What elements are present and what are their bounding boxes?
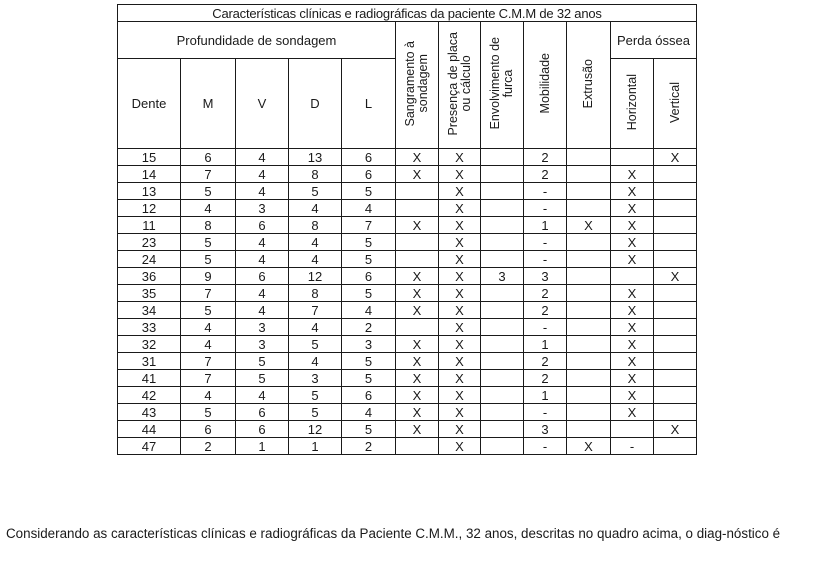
table-cell bbox=[611, 149, 654, 166]
table-cell: X bbox=[439, 370, 481, 387]
table-cell: 2 bbox=[342, 319, 396, 336]
table-cell: 3 bbox=[289, 370, 342, 387]
table-cell bbox=[481, 370, 524, 387]
table-cell: X bbox=[611, 319, 654, 336]
table-cell bbox=[481, 149, 524, 166]
table-cell: 2 bbox=[524, 370, 567, 387]
table-cell bbox=[567, 166, 611, 183]
header-sangramento-line1: Sangramento à bbox=[403, 40, 417, 127]
table-cell: X bbox=[439, 302, 481, 319]
header-l: L bbox=[342, 59, 396, 149]
table-cell: 2 bbox=[524, 285, 567, 302]
table-cell: X bbox=[439, 353, 481, 370]
table-cell: 6 bbox=[181, 421, 236, 438]
table-cell: X bbox=[439, 251, 481, 268]
table-cell: 4 bbox=[236, 166, 289, 183]
header-extrusao-label: Extrusão bbox=[581, 58, 595, 109]
table-cell: 2 bbox=[524, 149, 567, 166]
table-cell: 3 bbox=[342, 336, 396, 353]
table-row bbox=[118, 234, 697, 251]
header-mobilidade bbox=[524, 22, 567, 149]
header-profundidade-de-sondagem: Profundidade de sondagem bbox=[118, 22, 396, 59]
table-cell: - bbox=[524, 438, 567, 455]
table-cell bbox=[654, 404, 697, 421]
table-cell bbox=[654, 251, 697, 268]
table-cell bbox=[567, 404, 611, 421]
table-cell: X bbox=[439, 200, 481, 217]
table-cell bbox=[654, 234, 697, 251]
table-row bbox=[118, 387, 697, 404]
header-placa-line2: ou cálculo bbox=[458, 55, 473, 112]
table-body bbox=[118, 149, 697, 455]
table-cell bbox=[396, 200, 439, 217]
table-cell: 36 bbox=[118, 268, 181, 285]
table-cell: X bbox=[611, 302, 654, 319]
table-cell bbox=[567, 268, 611, 285]
table-cell bbox=[481, 217, 524, 234]
table-cell: 3 bbox=[524, 421, 567, 438]
header-furca-line2: furca bbox=[501, 69, 515, 98]
table-cell: X bbox=[611, 166, 654, 183]
table-cell bbox=[654, 217, 697, 234]
table-cell: - bbox=[524, 319, 567, 336]
table-cell: 4 bbox=[289, 353, 342, 370]
table-cell: - bbox=[524, 200, 567, 217]
table-cell: 5 bbox=[236, 353, 289, 370]
table-cell: 5 bbox=[181, 234, 236, 251]
table-cell: 3 bbox=[524, 268, 567, 285]
header-m: M bbox=[181, 59, 236, 149]
table-cell: X bbox=[567, 217, 611, 234]
table-row bbox=[118, 268, 697, 285]
table-cell: 5 bbox=[289, 336, 342, 353]
table-cell bbox=[396, 234, 439, 251]
table-cell: 6 bbox=[236, 404, 289, 421]
table-cell bbox=[567, 149, 611, 166]
table-cell bbox=[567, 387, 611, 404]
table-cell: 4 bbox=[236, 285, 289, 302]
table-cell bbox=[654, 336, 697, 353]
table-cell: X bbox=[439, 285, 481, 302]
table-row bbox=[118, 251, 697, 268]
table-cell bbox=[481, 319, 524, 336]
table-cell bbox=[611, 421, 654, 438]
table-cell: X bbox=[439, 268, 481, 285]
table-cell: 5 bbox=[181, 183, 236, 200]
table-cell bbox=[567, 285, 611, 302]
question-text: Considerando as características clínicas e radiográficas da Paciente C.M.M., 32 anos, descritas no quadro acima, o diag-nóstico é bbox=[6, 526, 781, 541]
table-cell: X bbox=[439, 149, 481, 166]
table-cell: X bbox=[611, 353, 654, 370]
table-cell: 6 bbox=[342, 149, 396, 166]
table-cell: 4 bbox=[236, 387, 289, 404]
table-row bbox=[118, 336, 697, 353]
table-cell: 43 bbox=[118, 404, 181, 421]
table-cell bbox=[567, 421, 611, 438]
table-cell: X bbox=[396, 336, 439, 353]
table-cell: 8 bbox=[289, 217, 342, 234]
table-cell: 1 bbox=[236, 438, 289, 455]
table-cell: 7 bbox=[289, 302, 342, 319]
table-cell: 3 bbox=[236, 336, 289, 353]
table-cell bbox=[396, 183, 439, 200]
table-cell bbox=[654, 166, 697, 183]
table-cell: X bbox=[611, 387, 654, 404]
table-cell: - bbox=[524, 183, 567, 200]
header-placa-line1: Presença de placa bbox=[445, 31, 460, 136]
table-cell bbox=[567, 234, 611, 251]
table-cell: 1 bbox=[524, 387, 567, 404]
table-row bbox=[118, 421, 697, 438]
table-cell: X bbox=[611, 370, 654, 387]
table-cell bbox=[567, 353, 611, 370]
table-row bbox=[118, 166, 697, 183]
table-row bbox=[118, 370, 697, 387]
table-cell: 35 bbox=[118, 285, 181, 302]
table-cell: 5 bbox=[342, 285, 396, 302]
table-row bbox=[118, 200, 697, 217]
table-cell: X bbox=[654, 268, 697, 285]
table-cell: 5 bbox=[289, 404, 342, 421]
table-cell: X bbox=[396, 268, 439, 285]
table-cell: 12 bbox=[118, 200, 181, 217]
table-cell bbox=[481, 404, 524, 421]
table-cell: X bbox=[439, 336, 481, 353]
table-cell: 4 bbox=[342, 200, 396, 217]
table-cell: 7 bbox=[181, 285, 236, 302]
table-cell: 4 bbox=[342, 404, 396, 421]
table-cell: 5 bbox=[236, 370, 289, 387]
table-cell: 4 bbox=[236, 234, 289, 251]
table-cell: 23 bbox=[118, 234, 181, 251]
header-furca-line1: Envolvimento de bbox=[488, 37, 502, 130]
table-cell: X bbox=[439, 183, 481, 200]
table-cell: 4 bbox=[181, 200, 236, 217]
table-cell: 14 bbox=[118, 166, 181, 183]
table-cell: 7 bbox=[181, 166, 236, 183]
table-cell: 5 bbox=[181, 302, 236, 319]
table-cell: 5 bbox=[342, 421, 396, 438]
table-row bbox=[118, 183, 697, 200]
table-cell: X bbox=[611, 217, 654, 234]
table-cell bbox=[567, 302, 611, 319]
table-cell bbox=[481, 302, 524, 319]
header-perda-ossea: Perda óssea bbox=[611, 22, 697, 59]
table-cell: X bbox=[611, 285, 654, 302]
table-cell: X bbox=[396, 166, 439, 183]
table-cell bbox=[481, 251, 524, 268]
table-cell bbox=[567, 370, 611, 387]
header-placa bbox=[439, 22, 481, 149]
table-cell bbox=[396, 319, 439, 336]
table-cell bbox=[567, 336, 611, 353]
table-cell bbox=[481, 336, 524, 353]
table-cell: 31 bbox=[118, 353, 181, 370]
table-cell: X bbox=[439, 404, 481, 421]
table-cell: 5 bbox=[342, 353, 396, 370]
table-cell bbox=[654, 353, 697, 370]
table-cell: 4 bbox=[181, 319, 236, 336]
table-cell: 15 bbox=[118, 149, 181, 166]
table-cell bbox=[654, 200, 697, 217]
table-cell: X bbox=[439, 421, 481, 438]
table-cell: X bbox=[439, 319, 481, 336]
table-cell: 1 bbox=[289, 438, 342, 455]
table-row bbox=[118, 149, 697, 166]
table-cell: 5 bbox=[289, 387, 342, 404]
table-cell: 1 bbox=[524, 217, 567, 234]
table-cell bbox=[654, 319, 697, 336]
table-cell: 4 bbox=[181, 387, 236, 404]
table-cell: 5 bbox=[342, 370, 396, 387]
table-cell bbox=[396, 438, 439, 455]
table-cell: X bbox=[439, 217, 481, 234]
table-cell: 12 bbox=[289, 268, 342, 285]
table-cell: 7 bbox=[181, 353, 236, 370]
table-cell: X bbox=[396, 149, 439, 166]
table-cell: X bbox=[654, 421, 697, 438]
table-cell: 6 bbox=[236, 217, 289, 234]
table-cell bbox=[481, 166, 524, 183]
header-extrusao bbox=[567, 22, 611, 149]
header-sangramento-line2: sondagem bbox=[416, 54, 430, 113]
table-row bbox=[118, 319, 697, 336]
header-dente: Dente bbox=[118, 59, 181, 149]
table-cell: 8 bbox=[181, 217, 236, 234]
table-cell bbox=[396, 251, 439, 268]
table-cell: X bbox=[396, 302, 439, 319]
table-cell bbox=[481, 353, 524, 370]
table-row bbox=[118, 353, 697, 370]
table-cell: 7 bbox=[181, 370, 236, 387]
header-d: D bbox=[289, 59, 342, 149]
table-cell bbox=[481, 421, 524, 438]
table-cell: 42 bbox=[118, 387, 181, 404]
table-cell: 32 bbox=[118, 336, 181, 353]
table-cell: - bbox=[524, 251, 567, 268]
table-row bbox=[118, 285, 697, 302]
table-cell: 2 bbox=[524, 353, 567, 370]
table-cell: 4 bbox=[289, 200, 342, 217]
table-cell: 4 bbox=[236, 251, 289, 268]
header-horizontal-label: Horizontal bbox=[624, 73, 639, 131]
table-cell bbox=[481, 438, 524, 455]
table-cell: X bbox=[611, 200, 654, 217]
table-cell: 5 bbox=[342, 234, 396, 251]
table-cell: 4 bbox=[236, 302, 289, 319]
header-mobilidade-label: Mobilidade bbox=[537, 53, 552, 114]
table-cell: 4 bbox=[289, 251, 342, 268]
table-cell bbox=[654, 285, 697, 302]
table-cell: X bbox=[396, 387, 439, 404]
table-cell: 13 bbox=[289, 149, 342, 166]
header-v: V bbox=[236, 59, 289, 149]
table-cell: X bbox=[611, 404, 654, 421]
table-cell: X bbox=[396, 370, 439, 387]
table-cell: 4 bbox=[181, 336, 236, 353]
table-row bbox=[118, 302, 697, 319]
table-cell: X bbox=[611, 251, 654, 268]
table-cell: 1 bbox=[524, 336, 567, 353]
table-cell: X bbox=[396, 217, 439, 234]
table-cell: 4 bbox=[289, 234, 342, 251]
table-cell: 3 bbox=[481, 268, 524, 285]
table-cell: 4 bbox=[289, 319, 342, 336]
table-title: Características clínicas e radiográficas da paciente C.M.M de 32 anos bbox=[118, 5, 697, 22]
table-cell: 47 bbox=[118, 438, 181, 455]
table-cell: 6 bbox=[342, 166, 396, 183]
table-cell: 44 bbox=[118, 421, 181, 438]
table-cell: 5 bbox=[289, 183, 342, 200]
table-cell: X bbox=[439, 387, 481, 404]
table-cell bbox=[481, 234, 524, 251]
header-furca bbox=[481, 22, 524, 149]
table-cell: 6 bbox=[342, 387, 396, 404]
table-cell: 3 bbox=[236, 319, 289, 336]
table-cell: 3 bbox=[236, 200, 289, 217]
table-row bbox=[118, 404, 697, 421]
table-cell bbox=[654, 370, 697, 387]
table-cell: - bbox=[524, 234, 567, 251]
table-cell: 12 bbox=[289, 421, 342, 438]
table-cell bbox=[481, 285, 524, 302]
table-cell: 5 bbox=[181, 404, 236, 421]
header-sangramento bbox=[396, 22, 439, 149]
table-cell: X bbox=[654, 149, 697, 166]
table-cell: 6 bbox=[236, 268, 289, 285]
table-cell: 24 bbox=[118, 251, 181, 268]
table-cell: 2 bbox=[181, 438, 236, 455]
table-row bbox=[118, 438, 697, 455]
table-cell: X bbox=[567, 438, 611, 455]
table-cell: 13 bbox=[118, 183, 181, 200]
table-cell bbox=[567, 319, 611, 336]
table-cell: 7 bbox=[342, 217, 396, 234]
table-cell: 2 bbox=[524, 302, 567, 319]
table-cell: 6 bbox=[181, 149, 236, 166]
table-cell: 4 bbox=[236, 183, 289, 200]
header-vertical bbox=[654, 59, 697, 149]
table-cell bbox=[654, 183, 697, 200]
table-cell bbox=[481, 387, 524, 404]
table-cell: - bbox=[524, 404, 567, 421]
table-cell: X bbox=[396, 285, 439, 302]
table-cell: 8 bbox=[289, 285, 342, 302]
table-cell: X bbox=[439, 166, 481, 183]
header-vertical-label: Vertical bbox=[667, 81, 682, 123]
table-cell: 4 bbox=[236, 149, 289, 166]
table-cell: 8 bbox=[289, 166, 342, 183]
table-cell: X bbox=[439, 438, 481, 455]
table-cell: 4 bbox=[342, 302, 396, 319]
table-cell bbox=[654, 387, 697, 404]
table-cell: 34 bbox=[118, 302, 181, 319]
table-cell bbox=[481, 183, 524, 200]
table-cell: X bbox=[439, 234, 481, 251]
table-cell: 5 bbox=[342, 183, 396, 200]
table-cell: 33 bbox=[118, 319, 181, 336]
table-cell: X bbox=[396, 421, 439, 438]
header-horizontal bbox=[611, 59, 654, 149]
table-cell: 2 bbox=[524, 166, 567, 183]
table-row bbox=[118, 217, 697, 234]
table-cell bbox=[567, 183, 611, 200]
table-cell bbox=[481, 200, 524, 217]
table-cell: 5 bbox=[181, 251, 236, 268]
table-cell bbox=[654, 438, 697, 455]
table-cell bbox=[611, 268, 654, 285]
table-cell bbox=[567, 251, 611, 268]
table-cell: X bbox=[396, 404, 439, 421]
table-cell bbox=[654, 302, 697, 319]
table-cell: X bbox=[611, 234, 654, 251]
table-cell: 6 bbox=[236, 421, 289, 438]
table-cell: X bbox=[611, 336, 654, 353]
table-cell: 11 bbox=[118, 217, 181, 234]
table-cell: - bbox=[611, 438, 654, 455]
table-cell: 2 bbox=[342, 438, 396, 455]
table-cell: X bbox=[396, 353, 439, 370]
table-cell: 9 bbox=[181, 268, 236, 285]
clinical-table bbox=[117, 4, 697, 455]
table-cell: 41 bbox=[118, 370, 181, 387]
table-cell: 5 bbox=[342, 251, 396, 268]
table-cell: 6 bbox=[342, 268, 396, 285]
table-cell bbox=[567, 200, 611, 217]
table-cell: X bbox=[611, 183, 654, 200]
